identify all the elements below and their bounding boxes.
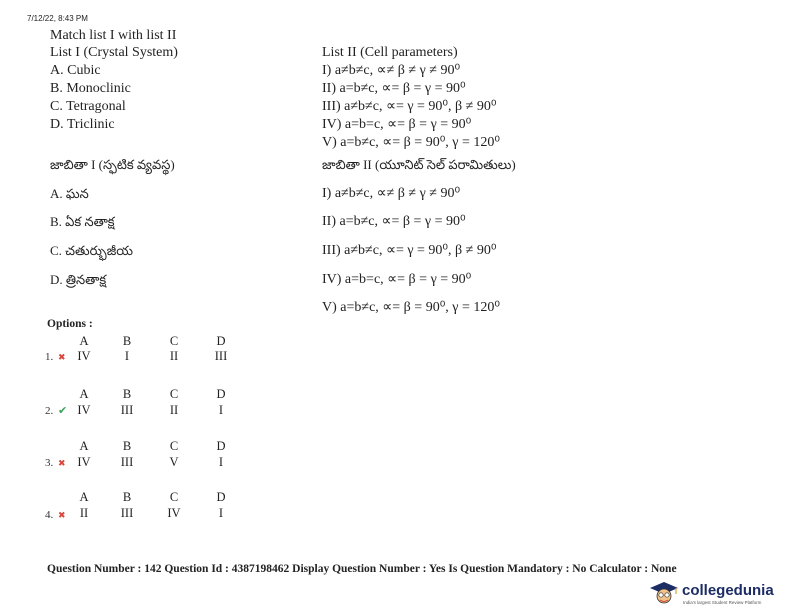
option-header-d: D [216, 439, 226, 453]
option-value-a: IV [77, 455, 91, 469]
option-value-a: IV [77, 403, 91, 417]
telugu-list1-item-d: D. త్రినతాక్ష [50, 272, 107, 287]
logo-tagline: India's largest Student Review Platform [683, 600, 762, 605]
option-header-a: A [79, 439, 89, 453]
option-number: 4. [45, 509, 54, 521]
list1-item-a: A. Cubic [50, 63, 101, 78]
option-header-b: B [122, 387, 132, 401]
option-value-c: IV [167, 506, 181, 520]
option-header-d: D [216, 334, 226, 348]
option-header-d: D [216, 490, 226, 504]
list1-item-b: B. Monoclinic [50, 81, 131, 96]
telugu-list2-title: జాబితా II (యూనిట్ సెల్ పరామితులు) [322, 157, 516, 172]
collegedunia-logo[interactable] [649, 580, 789, 608]
telugu-list2-item-5: V) a=b≠c, ∝= β = 90⁰, γ = 120⁰ [322, 300, 501, 315]
option-value-b: III [120, 403, 134, 417]
option-header-b: B [122, 439, 132, 453]
list2-item-2: II) a=b≠c, ∝= β = γ = 90⁰ [322, 81, 466, 96]
option-value-c: II [169, 349, 179, 363]
list2-item-4: IV) a=b=c, ∝= β = γ = 90⁰ [322, 117, 472, 132]
telugu-list2-item-2: II) a=b≠c, ∝= β = γ = 90⁰ [322, 214, 466, 229]
option-value-d: III [214, 349, 228, 363]
option-value-c: II [169, 403, 179, 417]
option-header-b: B [122, 334, 132, 348]
option-header-c: C [169, 490, 179, 504]
option-value-b: III [120, 455, 134, 469]
option-value-a: IV [77, 349, 91, 363]
correct-check-icon: ✔ [58, 404, 68, 417]
option-header-c: C [169, 439, 179, 453]
list2-item-5: V) a=b≠c, ∝= β = 90⁰, γ = 120⁰ [322, 135, 501, 150]
telugu-list1-item-b: B. ఏక నతాక్ష [50, 214, 115, 229]
option-header-a: A [79, 490, 89, 504]
telugu-list1-item-c: C. చతుర్భుజీయ [50, 243, 133, 258]
option-value-a: II [79, 506, 89, 520]
telugu-list1-item-a: A. ఘన [50, 186, 89, 201]
option-value-c: V [169, 455, 179, 469]
telugu-list1-title: జాబితా I (స్ఫటిక వ్యవస్థ) [50, 157, 175, 172]
telugu-list2-item-1: I) a≠b≠c, ∝≠ β ≠ γ ≠ 90⁰ [322, 186, 461, 201]
list2-item-3: III) a≠b≠c, ∝= γ = 90⁰, β ≠ 90⁰ [322, 99, 497, 114]
option-number: 1. [45, 351, 54, 363]
option-number: 3. [45, 457, 54, 469]
option-header-c: C [169, 334, 179, 348]
option-value-b: III [120, 506, 134, 520]
options-title: Options : [47, 318, 93, 330]
list2-item-1: I) a≠b≠c, ∝≠ β ≠ γ ≠ 90⁰ [322, 63, 461, 78]
option-header-b: B [122, 490, 132, 504]
telugu-list2-item-4: IV) a=b=c, ∝= β = γ = 90⁰ [322, 272, 472, 287]
wrong-mark-icon: ✖ [58, 459, 66, 469]
graduate-mascot-icon [649, 580, 679, 606]
option-header-d: D [216, 387, 226, 401]
list1-title: List I (Crystal System) [50, 45, 178, 60]
option-header-c: C [169, 387, 179, 401]
option-value-d: I [218, 506, 224, 520]
timestamp: 7/12/22, 8:43 PM [27, 14, 88, 23]
option-value-b: I [124, 349, 130, 363]
option-header-a: A [79, 387, 89, 401]
question-heading: Match list I with list II [50, 28, 177, 43]
list1-item-c: C. Tetragonal [50, 99, 126, 114]
option-number: 2. [45, 405, 54, 417]
option-value-d: I [218, 455, 224, 469]
question-metadata-footer: Question Number : 142 Question Id : 4387198462 Display Question Number : Yes Is Question Mandatory : No Calculator : None [47, 563, 677, 575]
list2-title: List II (Cell parameters) [322, 45, 458, 60]
wrong-mark-icon: ✖ [58, 511, 66, 521]
logo-name: collegedunia [682, 582, 774, 599]
wrong-mark-icon: ✖ [58, 353, 66, 363]
list1-item-d: D. Triclinic [50, 117, 115, 132]
option-value-d: I [218, 403, 224, 417]
option-header-a: A [79, 334, 89, 348]
telugu-list2-item-3: III) a≠b≠c, ∝= γ = 90⁰, β ≠ 90⁰ [322, 243, 497, 258]
